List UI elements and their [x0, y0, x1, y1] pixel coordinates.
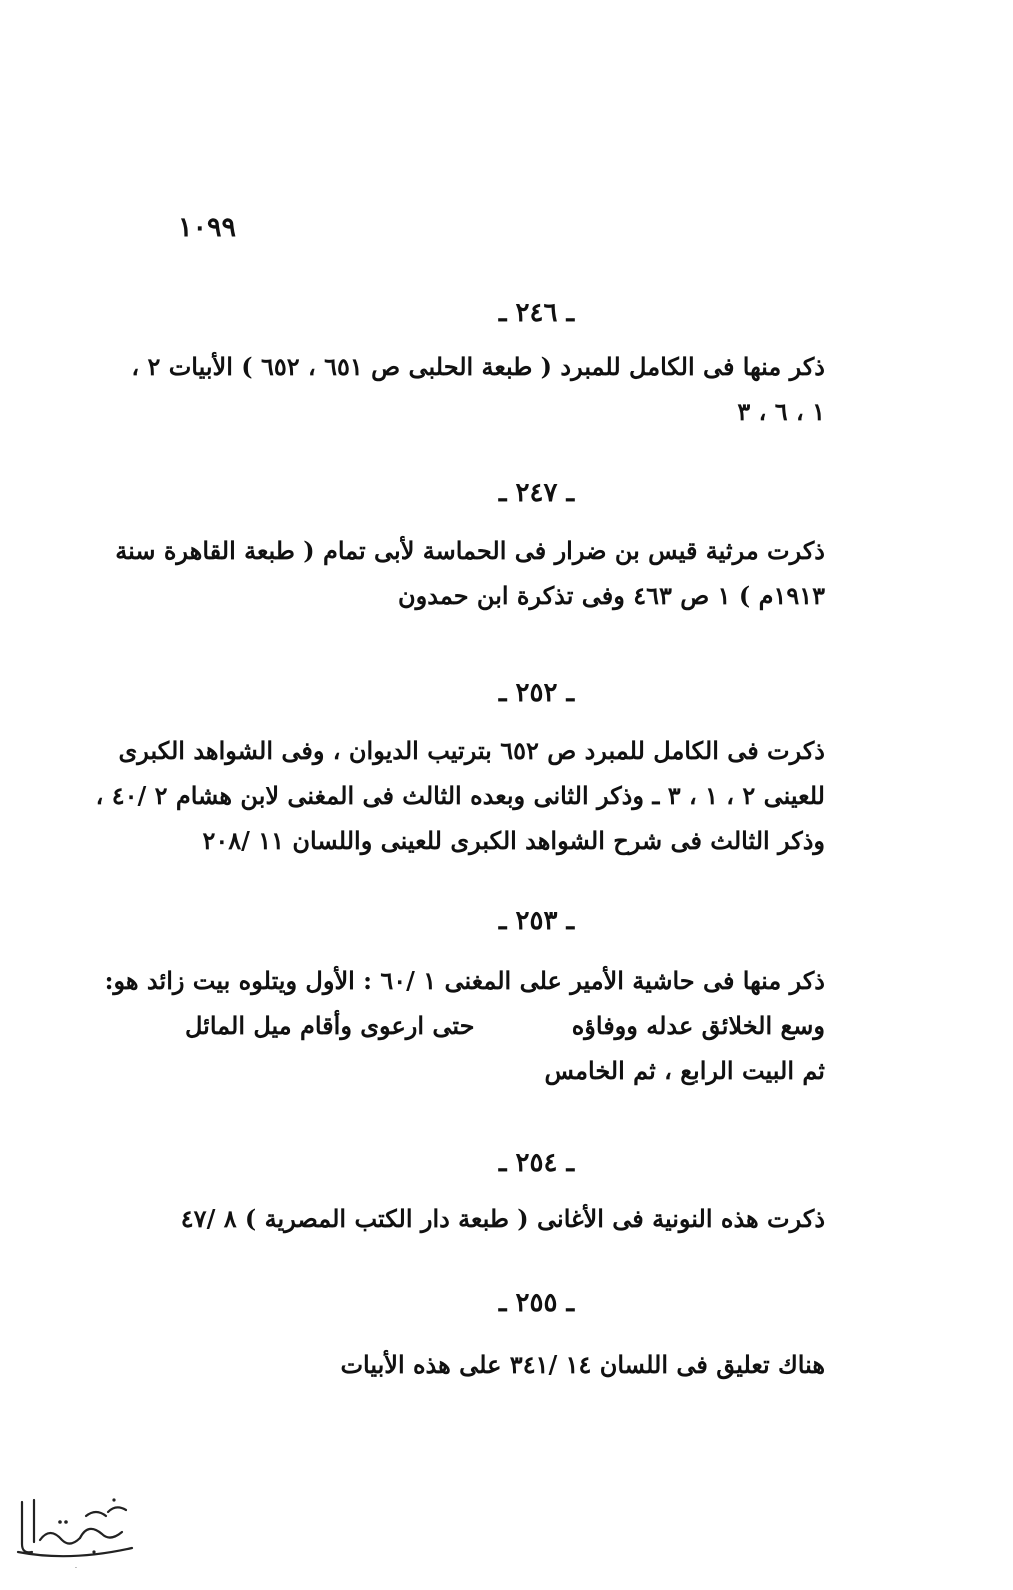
body-line: ثم البيت الرابع ، ثم الخامس	[544, 1056, 825, 1085]
section-body-246	[131, 344, 825, 434]
section-heading-254: ـ ٢٥٤ ـ	[498, 1148, 575, 1178]
body-line: هناك تعليق فى اللسان ١٤ /٣٤١ على هذه الأبيات	[340, 1350, 825, 1379]
body-line: ذكر منها فى حاشية الأمير على المغنى ١ /٦٠ : الأول ويتلوه بيت زائد هو:	[104, 966, 825, 995]
section-body-255	[185, 1342, 825, 1387]
verse-line	[185, 1003, 825, 1048]
svg-text:.: .	[74, 1562, 78, 1570]
verse-second-hemistich: حتى ارعوى وأقام ميل المائل	[185, 1011, 475, 1040]
section-heading-253: ـ ٢٥٣ ـ	[498, 906, 575, 936]
section-heading-247: ـ ٢٤٧ ـ	[498, 478, 575, 508]
section-body-254	[180, 1196, 825, 1241]
verse-first-hemistich: وسع الخلائق عدله ووفاؤه	[571, 1011, 825, 1040]
page-number: ١٠٩٩	[178, 212, 237, 243]
body-line: وذكر الثالث فى شرح الشواهد الكبرى للعينى واللسان ١١ /٢٠٨	[202, 826, 825, 855]
body-line: ١٩١٣م ) ١ ص ٤٦٣ وفى تذكرة ابن حمدون	[398, 581, 825, 610]
section-body-247	[115, 528, 825, 618]
body-line: ذكرت مرثية قيس بن ضرار فى الحماسة لأبى تمام ( طبعة القاهرة سنة	[115, 536, 825, 565]
section-heading-255: ـ ٢٥٥ ـ	[498, 1288, 575, 1318]
body-line: ذكر منها فى الكامل للمبرد ( طبعة الحلبى ص ٦٥١ ، ٦٥٢ ) الأبيات ٢ ،	[131, 352, 825, 381]
calligraphy-logo-icon	[10, 1482, 140, 1572]
body-line: ١ ، ٦ ، ٣	[737, 397, 825, 426]
section-body-252	[95, 728, 825, 863]
section-heading-252: ـ ٢٥٢ ـ	[498, 678, 575, 708]
body-line: ذكرت هذه النونية فى الأغانى ( طبعة دار الكتب المصرية ) ٨ /٤٧	[180, 1204, 825, 1233]
section-body-253	[104, 958, 825, 1093]
body-line: ذكرت فى الكامل للمبرد ص ٦٥٢ بترتيب الديوان ، وفى الشواهد الكبرى	[118, 736, 825, 765]
body-line: للعينى ٢ ، ١ ، ٣ ـ وذكر الثانى وبعده الثالث فى المغنى لابن هشام ٢ /٤٠ ،	[95, 781, 825, 810]
section-heading-246: ـ ٢٤٦ ـ	[498, 298, 575, 328]
